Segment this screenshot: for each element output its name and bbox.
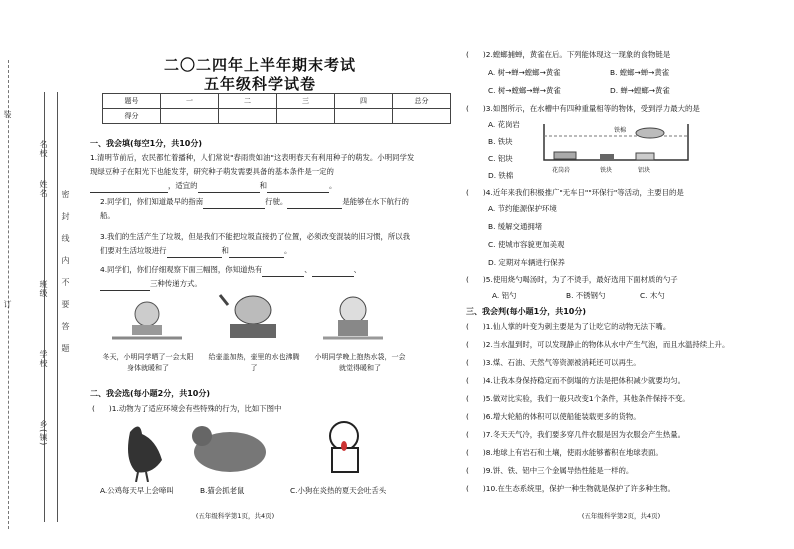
judge-text: 6.增大轮船的体积可以使船能装载更多的货物。 [485, 412, 641, 421]
picture-caption: 冬天，小明同学晒了一会太阳身体就暖和了 [102, 353, 194, 372]
question-fragment: 和 [259, 181, 267, 190]
binding-label: 姓名 [39, 180, 48, 198]
question-2: 2.同学们，你们知道最早的指南 [100, 197, 204, 206]
option-d: D. 铁棉 [488, 171, 514, 180]
score-cell [161, 109, 219, 124]
binding-cut-char: 不 [61, 278, 70, 287]
judge-text: 2.当水温到时，可以发现静止的物体从水中产生气泡，而且水温持续上升。 [485, 340, 730, 349]
judge-text: 3.煤、石油、天然气等资源被消耗还可以再生。 [485, 358, 641, 367]
question-2: 2.螳螂捕蝉，黄雀在后。下列能体现这一现象的食物链是 [485, 50, 671, 59]
binding-mark: 装 [3, 110, 12, 119]
score-cell: 二 [219, 94, 277, 109]
binding-label: 班级 [39, 280, 48, 298]
score-cell: 题号 [103, 94, 161, 109]
answer-blank[interactable] [90, 183, 168, 193]
answer-blank[interactable] [287, 199, 342, 209]
judge-item: ( )5.做对比实验，我们一般只改变1个条件，其他条件保持不变。 [466, 394, 690, 403]
binding-margin [0, 0, 72, 549]
score-cell: 四 [335, 94, 393, 109]
binding-cut-char: 答 [61, 322, 70, 331]
binding-label: 学校 [39, 350, 48, 368]
diagram-label: 铝块 [638, 167, 651, 174]
judge-text: 10.在生态系统里，保护一种生物就是保护了许多种生物。 [485, 484, 675, 493]
diagram-label: 铁棉 [614, 127, 627, 134]
question-text: ( )2.螳螂捕蝉，黄雀在后。下列能体现这一现象的食物链是 [466, 50, 671, 59]
score-cell [393, 109, 451, 124]
picture-caption: 小明同学晚上抱热水袋，一会就觉得暖和了 [314, 353, 406, 372]
page-footer: (五年级科学第2页，共4页) [581, 512, 661, 520]
question-text: ( )5.使用烧勺喝汤时，为了不烫手，最好选用下面材质的勺子 [466, 275, 678, 284]
binding-cut-char: 题 [61, 344, 70, 353]
hot-water-bag-picture [323, 292, 383, 342]
option-d: D. 定期对车辆进行保养 [488, 258, 565, 267]
question-fragment: 。 [283, 246, 292, 255]
question-3: 3.如图所示，在水槽中有四种重量相等的物体，受到浮力最大的是 [485, 104, 700, 113]
question-text: ( )4.近年来我们积极推广"无车日""环保行"等活动，主要目的是 [466, 188, 684, 197]
binding-dash-line [8, 60, 9, 529]
answer-blank[interactable] [262, 267, 304, 277]
judge-item: ( )8.地球上有岩石和土壤，使雨水能够蓄积在地球表面。 [466, 448, 663, 457]
question-text: ( )1.动物为了适应环境会有些特殊的行为，比如下图中 [92, 404, 282, 413]
answer-blank[interactable] [167, 248, 222, 258]
binding-label: 乡(镇) [39, 420, 48, 447]
option-b: B. 螳螂→蝉→黄雀 [610, 68, 670, 77]
option-c: C. 使城市容貌更加美观 [488, 240, 565, 249]
question-text [90, 151, 415, 193]
judge-item: ( )4.让我本身保持稳定而不倒塌的方法是把体积减少就要均匀。 [466, 376, 685, 385]
question-fragment: 行驶。 [265, 197, 288, 206]
binding-cut-char: 封 [61, 212, 70, 221]
diagram-label: 铁块 [600, 167, 613, 174]
answer-blank[interactable] [312, 267, 354, 277]
option-b: B. 不锈钢勺 [566, 291, 606, 300]
kettle-picture [218, 290, 288, 345]
diagram-label: 花岗岩 [552, 167, 571, 174]
binding-cut-char: 要 [61, 300, 70, 309]
question-1: 1.清明节前后，农民都忙着播种，人们常说"春雨贵如油"这表明春天有利用种子的萌发。小明同学发现绿豆种子在阳光下也能发芽，研究种子萌发需要具备的基本条件是一定的 [90, 153, 415, 176]
judge-text: 7.冬天天气冷，我们要多穿几件衣服是因为衣服会产生热量。 [485, 430, 685, 439]
option-a: A.公鸡每天早上会啼叫 [100, 486, 174, 495]
binding-label: 名校 [39, 140, 48, 158]
binding-line [57, 92, 58, 522]
score-table [102, 93, 451, 124]
sun-person-picture [112, 292, 182, 342]
answer-blank[interactable] [203, 199, 265, 209]
question-fragment: 和 [221, 246, 229, 255]
option-b: B. 缓解交通拥堵 [488, 222, 543, 231]
option-c: C. 铝块 [488, 154, 513, 163]
option-a: A. 铝勺 [492, 291, 517, 300]
judge-text: 9.饼、铁、铝中三个金属导热性能是一样的。 [485, 466, 634, 475]
question-fragment: 、 [304, 265, 312, 274]
option-a: A. 花岗岩 [488, 120, 520, 129]
option-c: C.小狗在炎热的夏天会吐舌头 [290, 486, 387, 495]
judge-item: ( )9.饼、铁、铝中三个金属导热性能是一样的。 [466, 466, 634, 475]
answer-blank[interactable] [100, 281, 150, 291]
score-cell [277, 109, 335, 124]
option-d: D. 蝉→螳螂→黄雀 [610, 86, 670, 95]
score-cell: 总分 [393, 94, 451, 109]
exam-title: 二〇二四年上半年期末考试 [163, 56, 356, 74]
judge-item: ( )2.当水温到时，可以发现静止的物体从水中产生气泡，而且水温持续上升。 [466, 340, 730, 349]
judge-item: ( )7.冬天天气冷，我们要多穿几件衣服是因为衣服会产生热量。 [466, 430, 685, 439]
question-5: 5.使用烧勺喝汤时，为了不烫手，最好选用下面材质的勺子 [485, 275, 678, 284]
exam-subtitle: 五年级科学试卷 [203, 75, 316, 93]
binding-mark: 订 [3, 300, 12, 309]
dog-picture [318, 418, 370, 480]
judge-text: 1.仙人掌的叶变为刺主要是为了让吃它的动物无法下嘴。 [485, 322, 671, 331]
judge-item: ( )6.增大轮船的体积可以使船能装载更多的货物。 [466, 412, 641, 421]
answer-blank[interactable] [267, 183, 329, 193]
option-b: B.猫会抓老鼠 [200, 486, 245, 495]
question-4: 4.近年来我们积极推广"无车日""环保行"等活动，主要目的是 [485, 188, 684, 197]
binding-cut-char: 线 [61, 234, 70, 243]
judge-item: ( )10.在生态系统里，保护一种生物就是保护了许多种生物。 [466, 484, 675, 493]
option-c: C. 树→螳螂→蝉→黄雀 [488, 86, 561, 95]
question-text [100, 230, 415, 258]
binding-cut-char: 密 [61, 190, 70, 199]
question-fragment: ，适宜的 [168, 181, 198, 190]
question-fragment: 是能够在水下航行的船。 [100, 197, 409, 220]
cat-picture [188, 422, 270, 480]
answer-blank[interactable] [198, 183, 260, 193]
option-a: A. 节约能源保护环境 [488, 204, 557, 213]
picture-caption: 给壶盖加热，壶里的水也沸腾了 [208, 353, 300, 372]
question-3: 3.我们的生活产生了垃圾，但是我们不能把垃圾直接扔了位置，必须改变混装的旧习惯，所以我们要对生活垃圾进行 [100, 232, 411, 255]
score-cell [335, 109, 393, 124]
score-cell: 得分 [103, 109, 161, 124]
section-heading: 三、我会判(每小题1分，共10分) [466, 307, 587, 316]
question-fragment: 三种传递方式。 [150, 279, 202, 288]
judge-text: 5.做对比实验，我们一般只改变1个条件，其他条件保持不变。 [485, 394, 690, 403]
judge-text: 4.让我本身保持稳定而不倒塌的方法是把体积减少就要均匀。 [485, 376, 685, 385]
question-text: ( )3.如图所示，在水槽中有四种重量相等的物体，受到浮力最大的是 [466, 104, 700, 113]
score-cell [219, 109, 277, 124]
section-heading: 二、我会选(每小题2分，共10分) [90, 389, 211, 398]
question-1: 1.动物为了适应环境会有些特殊的行为，比如下图中 [111, 404, 282, 413]
page-footer: (五年级科学第1页，共4页) [195, 512, 275, 520]
binding-cut-char: 内 [61, 256, 70, 265]
question-fragment: 。 [328, 181, 337, 190]
section-heading: 一、我会填(每空1分，共10分) [90, 139, 203, 148]
score-cell: 一 [161, 94, 219, 109]
option-c: C. 木勺 [640, 291, 665, 300]
question-fragment: 、 [353, 265, 362, 274]
option-b: B. 铁块 [488, 137, 513, 146]
score-cell: 三 [277, 94, 335, 109]
rooster-picture [112, 420, 172, 482]
answer-blank[interactable] [229, 248, 284, 258]
judge-text: 8.地球上有岩石和土壤，使雨水能够蓄积在地球表面。 [485, 448, 663, 457]
question-4: 4.同学们，你们仔细观察下面三幅图，你知道热有 [100, 265, 263, 274]
question-text [100, 195, 415, 223]
question-text [100, 263, 415, 291]
judge-item: ( )1.仙人掌的叶变为刺主要是为了让吃它的动物无法下嘴。 [466, 322, 671, 331]
option-a: A. 树→蝉→螳螂→黄雀 [488, 68, 561, 77]
judge-item: ( )3.煤、石油、天然气等资源被消耗还可以再生。 [466, 358, 641, 367]
